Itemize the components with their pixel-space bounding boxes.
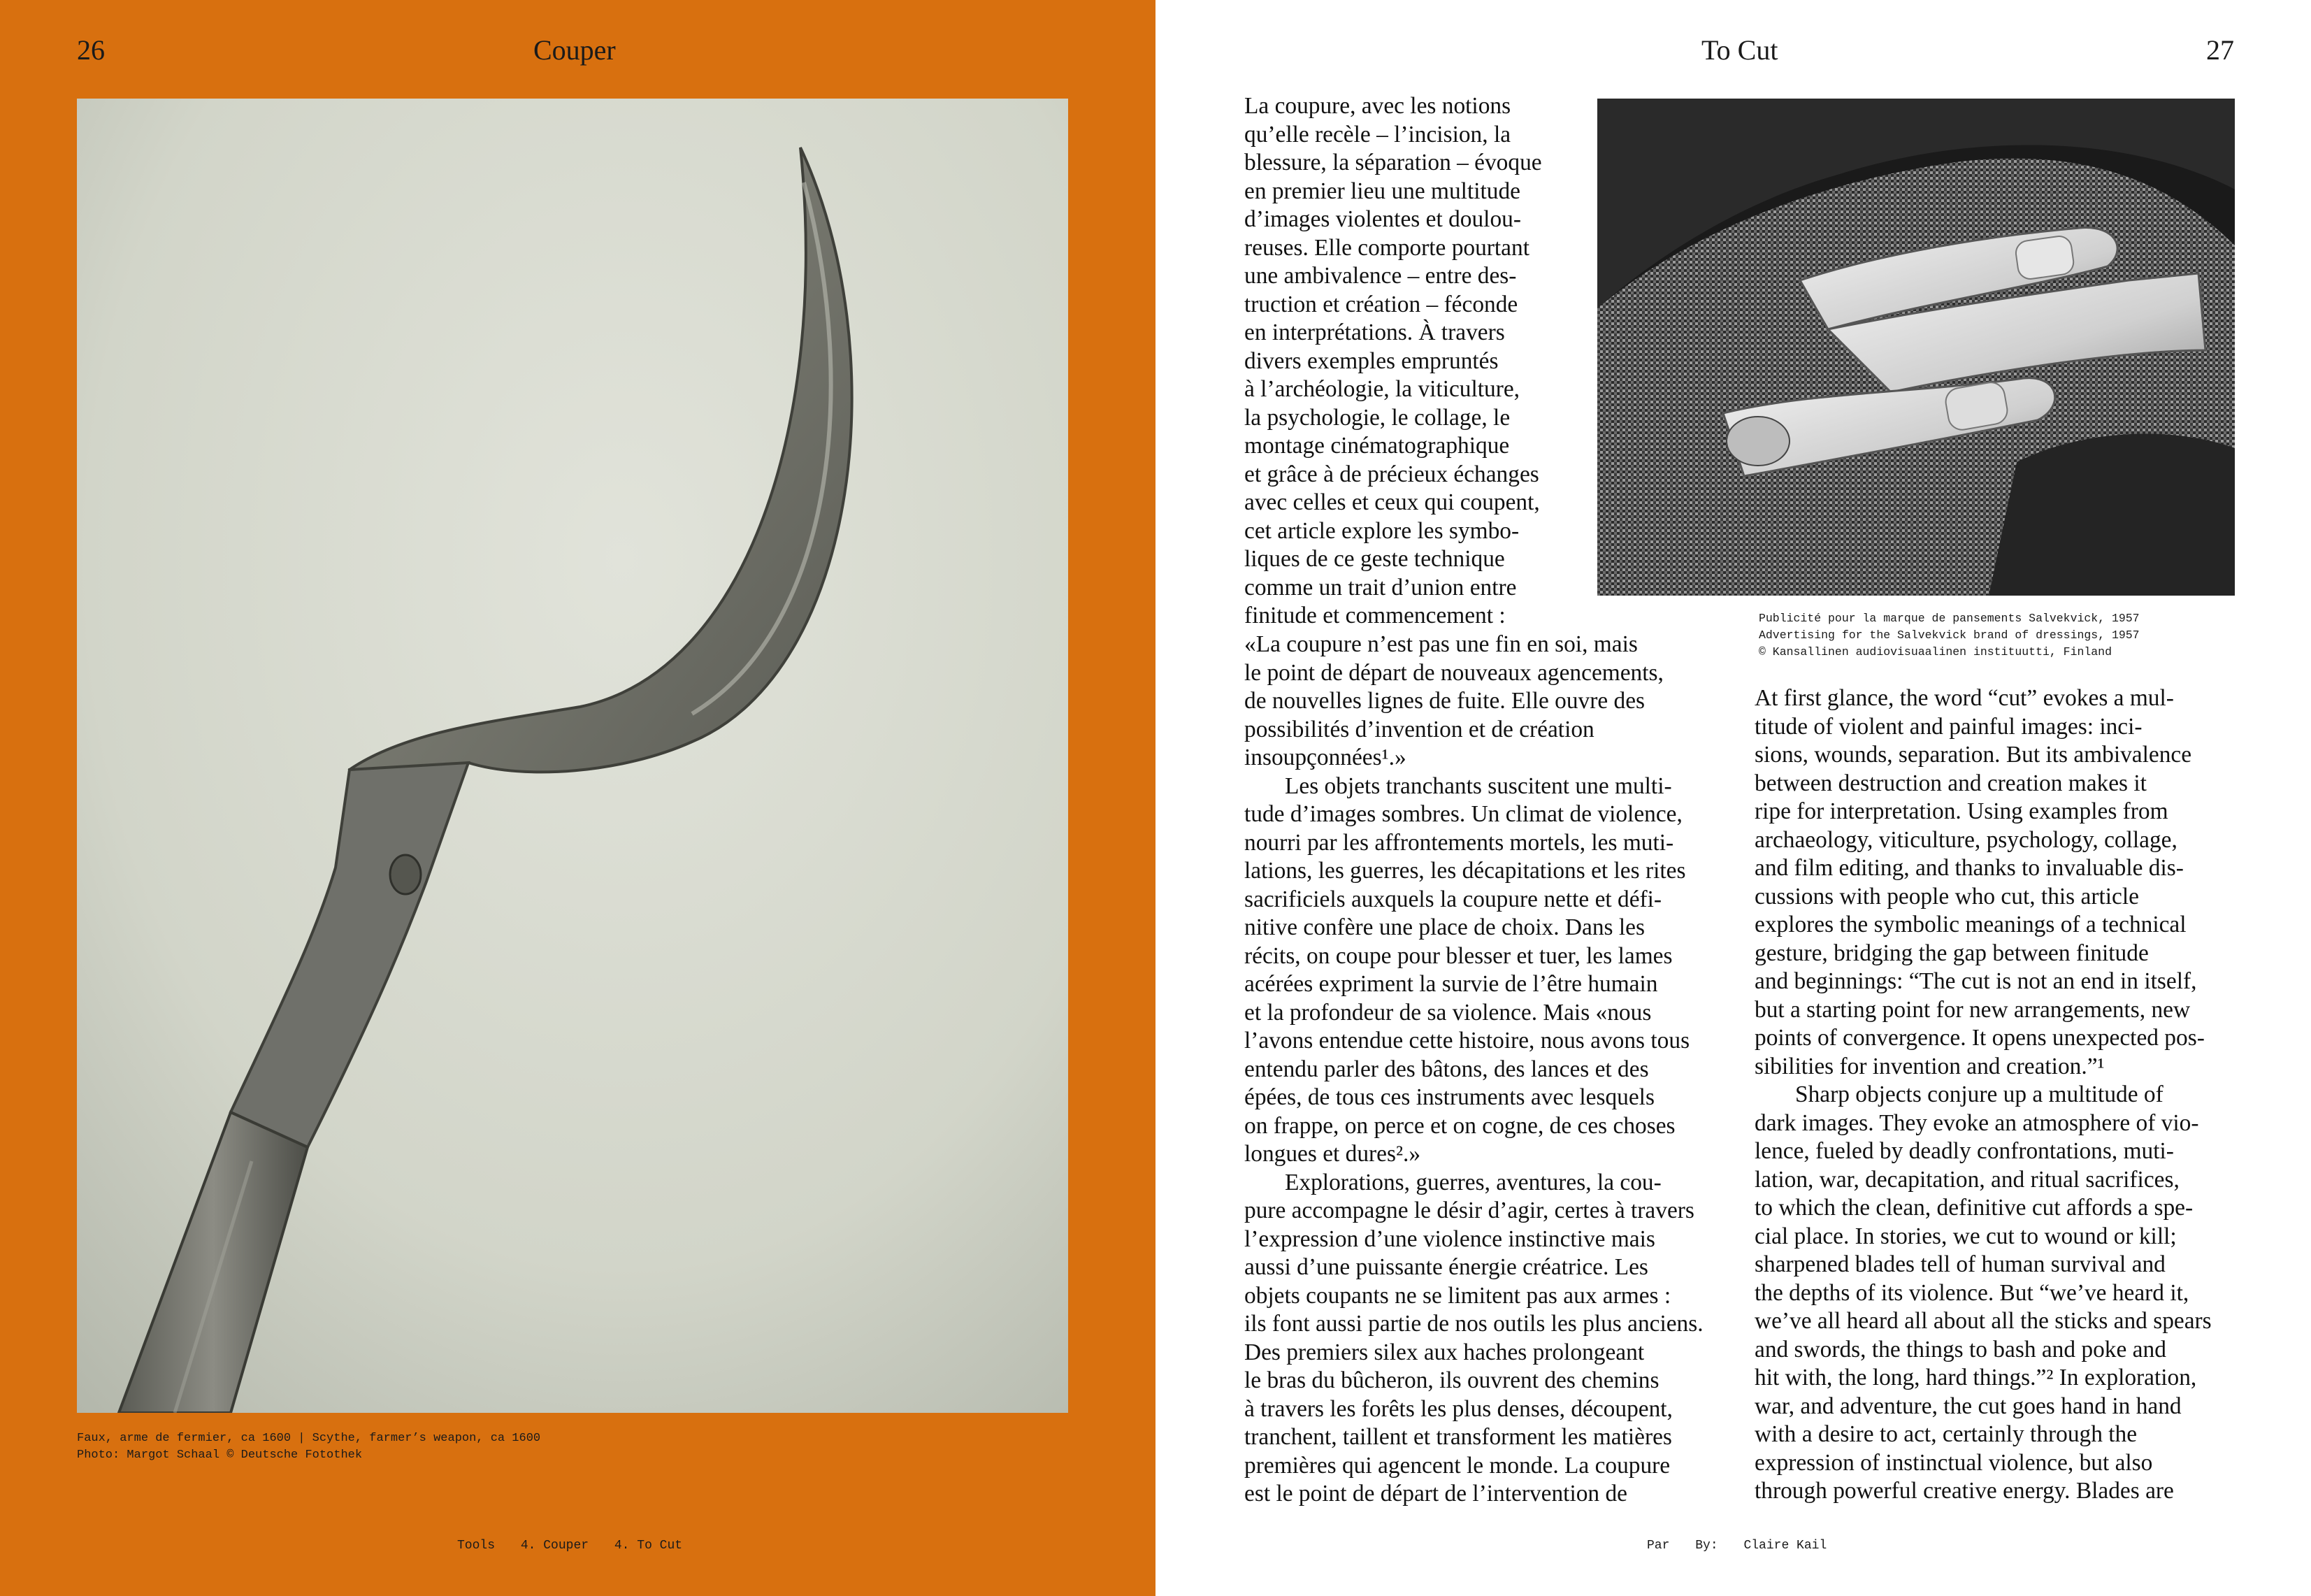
text-line: Explorations, guerres, aventures, la cou- xyxy=(1285,1169,1662,1195)
text-line: liques de ce geste technique xyxy=(1244,546,1505,572)
text-line: possibilités d’invention et de création xyxy=(1244,716,1594,742)
text-line: «La coupure n’est pas une fin en soi, mais xyxy=(1244,631,1638,657)
text-line: hit with, the long, hard things.”² In exploration, xyxy=(1755,1365,2197,1390)
text-line: en premier lieu une multitude xyxy=(1244,178,1520,204)
text-line: on frappe, on perce et on cogne, de ces choses xyxy=(1244,1112,1676,1139)
text-line: Sharp objects conjure up a multitude of xyxy=(1795,1081,2164,1107)
running-title-right: To Cut xyxy=(1701,34,1778,66)
text-line: and beginnings: “The cut is not an end in itself, xyxy=(1755,968,2197,994)
text-line: avec celles et ceux qui coupent, xyxy=(1244,489,1540,515)
text-line: aussi d’une puissante énergie créatrice. Les xyxy=(1244,1254,1648,1280)
text-line: finitude et commencement : xyxy=(1244,603,1506,628)
text-line: points of convergence. It opens unexpected pos- xyxy=(1755,1025,2205,1051)
text-line: At first glance, the word “cut” evokes a mul- xyxy=(1755,685,2174,711)
text-line: blessure, la séparation – évoque xyxy=(1244,150,1542,175)
text-line: explores the symbolic meanings of a technical xyxy=(1755,912,2187,937)
text-line: divers exemples empruntés xyxy=(1244,347,1499,374)
text-line: titude of violent and painful images: inci- xyxy=(1755,713,2143,740)
caption-line: © Kansallinen audiovisuaalinen instituutti, Finland xyxy=(1759,645,2112,659)
scythe-caption xyxy=(77,1430,540,1464)
running-title-left: Couper xyxy=(533,34,616,66)
page-number-left: 26 xyxy=(77,34,105,66)
text-line: nitive confère une place de choix. Dans les xyxy=(1244,914,1645,940)
text-line: but a starting point for new arrangements, new xyxy=(1755,996,2191,1023)
french-body-column xyxy=(1244,631,1704,1509)
text-line: La coupure, avec les notions xyxy=(1244,93,1511,119)
text-line: sharpened blades tell of human survival and xyxy=(1755,1251,2166,1277)
text-line: à l’archéologie, la viticulture, xyxy=(1244,376,1520,402)
text-line: une ambivalence – entre des- xyxy=(1244,263,1517,289)
text-line: de nouvelles lignes de fuite. Elle ouvre des xyxy=(1244,688,1646,714)
footer-right xyxy=(1647,1537,1845,1554)
text-line: with a desire to act, certainly through the xyxy=(1755,1421,2138,1447)
text-line: montage cinématographique xyxy=(1244,433,1510,459)
text-line: pure accompagne le désir d’agir, certes à travers xyxy=(1244,1198,1694,1223)
text-line: and swords, the things to bash and poke and xyxy=(1755,1336,2166,1363)
footer-item: Claire Kail xyxy=(1743,1539,1827,1553)
text-line: through powerful creative energy. Blades are xyxy=(1755,1478,2174,1504)
footer-item: 4. Couper xyxy=(520,1539,589,1553)
text-line: le point de départ de nouveaux agencements, xyxy=(1244,659,1664,686)
text-line: tranchent, taillent et transforment les matières xyxy=(1244,1424,1672,1450)
text-line: we’ve all heard all about all the sticks and spears xyxy=(1755,1308,2212,1334)
text-line: war, and adventure, the cut goes hand in hand xyxy=(1755,1393,2182,1419)
caption-line: Faux, arme de fermier, ca 1600 | Scythe, farmer’s weapon, ca 1600 xyxy=(77,1432,541,1445)
text-line: le bras du bûcheron, ils ouvrent des chemins xyxy=(1244,1367,1660,1393)
footer-item: By: xyxy=(1695,1539,1718,1553)
text-line: tude d’images sombres. Un climat de violence, xyxy=(1244,801,1683,827)
text-line: nourri par les affrontements mortels, les muti- xyxy=(1244,829,1674,856)
english-body-column xyxy=(1755,684,2212,1506)
footer-item: Par xyxy=(1647,1539,1670,1553)
text-line: dark images. They evoke an atmosphere of vio- xyxy=(1755,1109,2199,1136)
text-line: la psychologie, le collage, le xyxy=(1244,404,1511,431)
text-line: récits, on coupe pour blesser et tuer, les lames xyxy=(1244,942,1673,969)
caption-line: Advertising for the Salvekvick brand of dressings, 1957 xyxy=(1759,628,2140,642)
text-line: lation, war, decapitation, and ritual sacrifices, xyxy=(1755,1166,2180,1193)
french-intro-column xyxy=(1244,92,1542,631)
text-line: épées, de tous ces instruments avec lesquels xyxy=(1244,1084,1655,1110)
text-line: to which the clean, definitive cut affords a spe- xyxy=(1755,1195,2194,1221)
text-line: Les objets tranchants suscitent une multi- xyxy=(1285,772,1672,799)
hand-photo xyxy=(1597,99,2235,596)
text-line: en interprétations. À travers xyxy=(1244,319,1505,345)
text-line: truction et création – féconde xyxy=(1244,291,1518,317)
text-line: sibilities for invention and creation.”¹ xyxy=(1755,1053,2105,1079)
text-line: and film editing, and thanks to invaluable dis- xyxy=(1755,855,2184,881)
text-line: objets coupants ne se limitent pas aux armes : xyxy=(1244,1282,1671,1309)
text-line: et grâce à de précieux échanges xyxy=(1244,461,1539,487)
text-line: gesture, bridging the gap between finitude xyxy=(1755,940,2149,966)
text-line: the depths of its violence. But “we’ve heard it, xyxy=(1755,1279,2189,1306)
text-line: premières qui agencent le monde. La coupure xyxy=(1244,1452,1671,1479)
page-number-right: 27 xyxy=(2206,34,2234,66)
text-line: reuses. Elle comporte pourtant xyxy=(1244,234,1529,261)
text-line: cial place. In stories, we cut to wound or kill; xyxy=(1755,1223,2177,1249)
text-line: lence, fueled by deadly confrontations, muti- xyxy=(1755,1138,2174,1164)
hand-caption xyxy=(1759,610,2140,661)
text-line: l’expression d’une violence instinctive mais xyxy=(1244,1225,1655,1252)
text-line: ils font aussi partie de nos outils les plus anciens. xyxy=(1244,1311,1704,1337)
text-line: archaeology, viticulture, psychology, collage, xyxy=(1755,826,2177,853)
text-line: est le point de départ de l’intervention de xyxy=(1244,1481,1627,1507)
text-line: qu’elle recèle – l’incision, la xyxy=(1244,121,1511,148)
text-line: Des premiers silex aux haches prolongeant xyxy=(1244,1339,1645,1365)
footer-item: Tools xyxy=(457,1539,496,1553)
text-line: lations, les guerres, les décapitations et les rites xyxy=(1244,858,1686,884)
text-line: acérées expriment la survie de l’être humain xyxy=(1244,971,1658,997)
text-line: à travers les forêts les plus denses, découpent, xyxy=(1244,1395,1673,1422)
text-line: entendu parler des bâtons, des lances et des xyxy=(1244,1056,1649,1082)
text-line: l’avons entendue cette histoire, nous avons tous xyxy=(1244,1028,1690,1054)
text-line: sacrificiels auxquels la coupure nette et défi- xyxy=(1244,886,1662,912)
caption-line: Photo: Margot Schaal © Deutsche Fotothek xyxy=(77,1448,363,1462)
footer-item: 4. To Cut xyxy=(614,1539,683,1553)
text-line: expression of instinctual violence, but also xyxy=(1755,1449,2153,1476)
text-line: comme un trait d’union entre xyxy=(1244,574,1517,601)
text-line: et la profondeur de sa violence. Mais «nous xyxy=(1244,999,1652,1026)
text-line: between destruction and creation makes it xyxy=(1755,770,2147,796)
scythe-photo xyxy=(77,99,1068,1413)
text-line: cet article explore les symbo- xyxy=(1244,517,1520,544)
text-line: ripe for interpretation. Using examples from xyxy=(1755,798,2168,824)
text-line: insoupçonnées¹.» xyxy=(1244,745,1406,770)
text-line: cussions with people who cut, this article xyxy=(1755,883,2139,910)
text-line: sions, wounds, separation. But its ambivalence xyxy=(1755,742,2192,768)
footer-left xyxy=(457,1537,700,1554)
text-line: d’images violentes et doulou- xyxy=(1244,206,1521,232)
text-line: longues et dures².» xyxy=(1244,1141,1421,1167)
caption-line: Publicité pour la marque de pansements Salvekvick, 1957 xyxy=(1759,612,2140,625)
